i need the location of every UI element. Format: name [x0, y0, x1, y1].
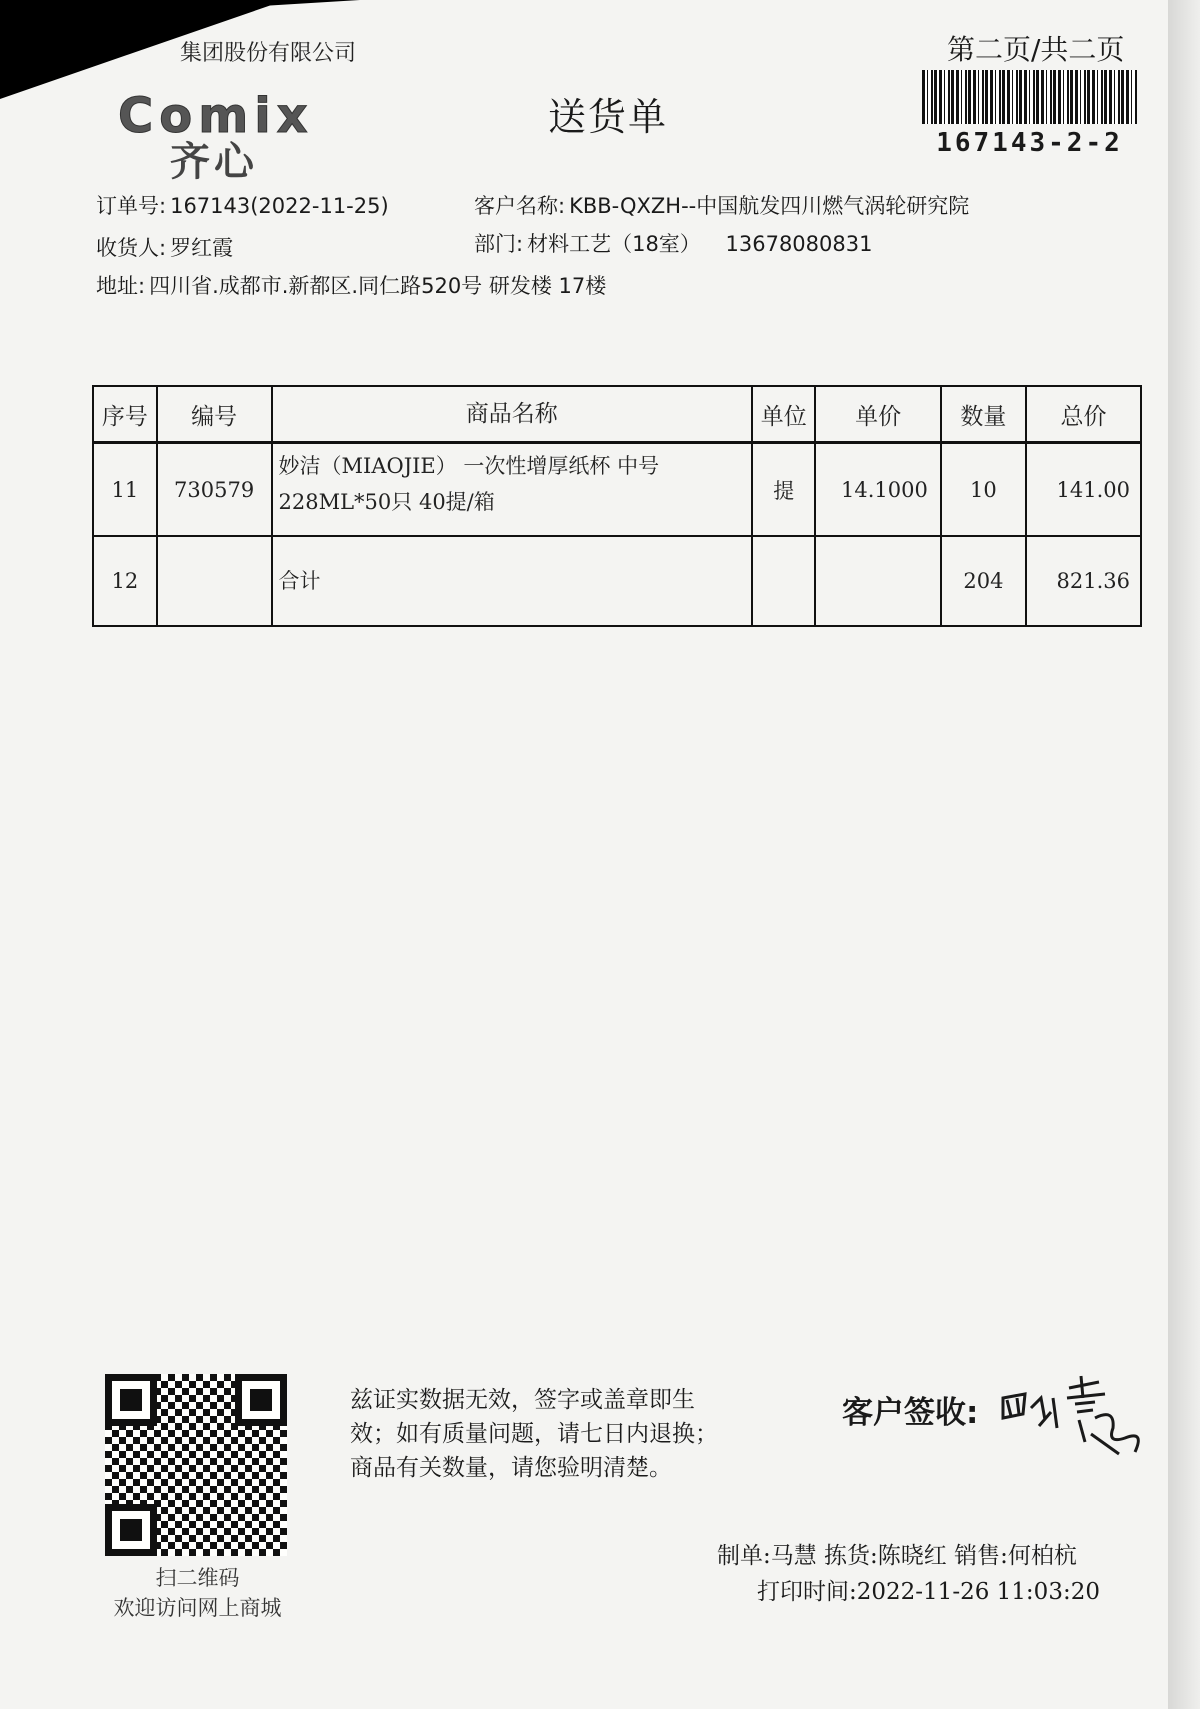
notice-line1: 兹证实数据无效，签字或盖章即生 [350, 1387, 695, 1413]
qr-caption-line1: 扫二维码 [155, 1566, 240, 1590]
cell-total: 821.36 [1026, 536, 1141, 626]
product-name-line1: 妙洁（MIAOJIE） 一次性增厚纸杯 中号 [278, 454, 660, 478]
page-indicator: 第二页/共二页 [947, 33, 1125, 66]
header-price: 单价 [815, 386, 940, 443]
cell-code [157, 536, 272, 626]
product-name-line2: 228ML*50只 40提/箱 [278, 490, 495, 514]
items-table [92, 385, 1142, 627]
cell-price [815, 536, 940, 626]
order-number-value: 167143(2022-11-25) [170, 194, 389, 218]
table-header-row [93, 386, 1141, 443]
customer-sign-label: 客户签收: [842, 1395, 979, 1431]
table-row-total [93, 536, 1141, 626]
header-unit: 单位 [752, 386, 815, 443]
header-seq: 序号 [93, 386, 157, 443]
header-code: 编号 [157, 386, 272, 443]
comix-logo [118, 88, 314, 185]
cell-total: 141.00 [1026, 443, 1141, 537]
header-qty: 数量 [941, 386, 1026, 443]
phone-number: 13678080831 [725, 232, 873, 256]
cell-name [272, 443, 753, 537]
department-field [474, 228, 872, 258]
notice-text [350, 1383, 770, 1485]
customer-name-label: 客户名称: [474, 194, 566, 218]
customer-name-field [474, 190, 969, 220]
department-value: 材料工艺（18室） [527, 232, 701, 256]
logo-text-cn: 齐心 [170, 139, 258, 185]
address-field [96, 270, 606, 300]
customer-name-value: KBB-QXZH--中国航发四川燃气涡轮研究院 [569, 194, 970, 218]
receiver-label: 收货人: [96, 236, 167, 260]
header-total: 总价 [1026, 386, 1141, 443]
company-name: 集团股份有限公司 [180, 41, 357, 66]
order-number-label: 订单号: [96, 194, 167, 218]
logo-text-en: Comix [118, 88, 314, 144]
qr-code [105, 1374, 287, 1556]
cell-seq: 12 [93, 536, 157, 626]
address-label: 地址: [96, 274, 146, 298]
customer-signature [995, 1368, 1155, 1462]
qr-caption [90, 1563, 305, 1623]
order-number-field [96, 190, 389, 220]
cell-unit: 提 [752, 443, 815, 537]
barcode [922, 70, 1137, 124]
cell-seq: 11 [93, 443, 157, 537]
print-time: 打印时间:2022-11-26 11:03:20 [757, 1579, 1100, 1605]
cell-unit [752, 536, 815, 626]
qr-finder [235, 1374, 287, 1426]
paper-edge [1168, 0, 1200, 1709]
staff-line: 制单:马慧 拣货:陈晓红 销售:何柏杭 [717, 1543, 1077, 1569]
header-name: 商品名称 [272, 386, 753, 443]
qr-caption-line2: 欢迎访问网上商城 [113, 1596, 282, 1620]
qr-finder [105, 1374, 157, 1426]
department-label: 部门: [474, 232, 524, 256]
document-title: 送货单 [548, 95, 669, 139]
notice-line2: 效；如有质量问题，请七日内退换； [350, 1421, 718, 1447]
address-value: 四川省.成都市.新都区.同仁路520号 研发楼 17楼 [149, 274, 607, 298]
table-row [93, 443, 1141, 537]
receiver-field [96, 232, 233, 262]
cell-qty: 204 [941, 536, 1026, 626]
cell-qty: 10 [941, 443, 1026, 537]
barcode-number: 167143-2-2 [936, 128, 1123, 158]
cell-name: 合计 [272, 536, 753, 626]
notice-line3: 商品有关数量，请您验明清楚。 [350, 1455, 672, 1481]
cell-price: 14.1000 [815, 443, 940, 537]
qr-finder [105, 1504, 157, 1556]
receiver-value: 罗红霞 [170, 236, 234, 260]
cell-code: 730579 [157, 443, 272, 537]
